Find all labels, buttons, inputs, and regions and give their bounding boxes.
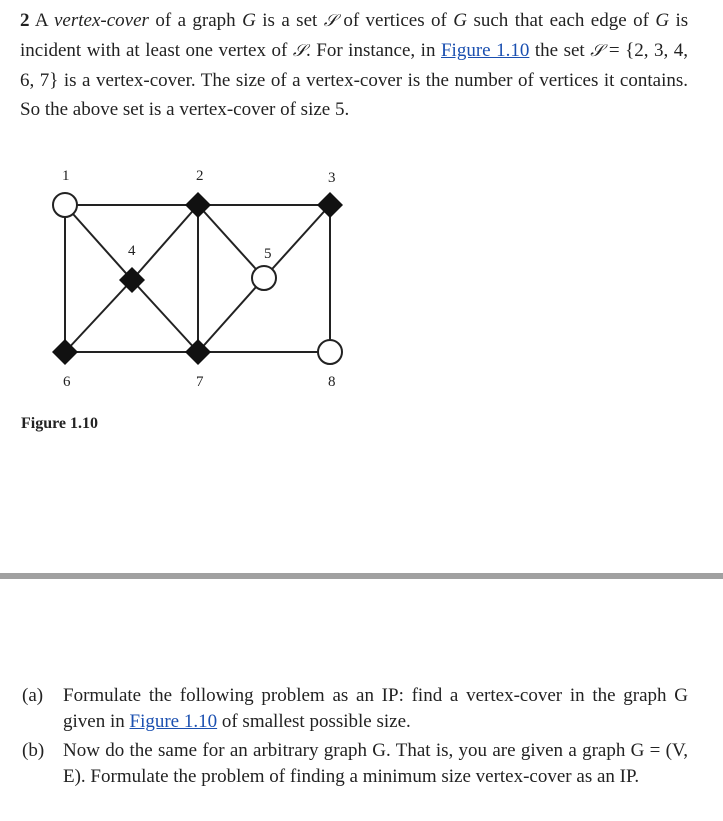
vertex-label-6: 6	[63, 374, 71, 390]
question-a-text: Formulate the following problem as an IP: find a vertex-cover in the graph G given in Figure 1.10 of smallest possible size.	[63, 685, 688, 732]
edge-5-3	[264, 205, 330, 278]
problem-statement	[20, 6, 688, 124]
figure-1-10-link[interactable]: Figure 1.10	[440, 40, 530, 61]
graph-svg	[20, 160, 380, 400]
problem-text: A vertex-cover of a graph G is a set 𝒮 of vertices of G such that each edge of G is incident with at least one vertex of 𝒮. For instance, in Figure 1.10 the set 𝒮 = {2, 3, 4, 6, 7} is a vertex-cover. The size of a vertex-cover is the number of vertices it contains. So the above set is a vertex-cover of size 5.	[20, 10, 689, 120]
vertex-label-2: 2	[196, 168, 204, 184]
vertex-8-open-circle	[318, 340, 342, 364]
edge-6-4	[65, 280, 132, 352]
vertex-label-4: 4	[128, 243, 136, 259]
questions	[22, 683, 688, 793]
section-divider	[0, 573, 723, 579]
edge-4-7	[132, 280, 198, 352]
vertex-label-3: 3	[328, 170, 336, 186]
problem-number: 2	[20, 10, 30, 31]
edge-4-2	[132, 205, 198, 280]
vertex-1-open-circle	[53, 193, 77, 217]
question-b	[22, 738, 688, 790]
graph-figure	[20, 160, 380, 400]
vertex-label-1: 1	[62, 168, 70, 184]
term-vertex-cover: vertex-cover	[53, 10, 149, 31]
question-a	[22, 683, 688, 735]
edge-5-7	[198, 278, 264, 352]
edge-2-5	[198, 205, 264, 278]
question-b-text: Now do the same for an arbitrary graph G. That is, you are given a graph G = (V, E). Formulate the problem of finding a minimum size vertex-cover as an IP.	[63, 740, 688, 787]
question-b-label: (b)	[22, 740, 45, 761]
vertex-5-open-circle	[252, 266, 276, 290]
figure-caption: Figure 1.10	[21, 415, 99, 432]
vertex-label-5: 5	[264, 246, 272, 262]
figure-1-10-link-question[interactable]: Figure 1.10	[129, 711, 218, 732]
edge-1-4	[65, 205, 132, 280]
vertex-label-7: 7	[196, 374, 204, 390]
question-a-label: (a)	[22, 685, 44, 706]
vertex-label-8: 8	[328, 374, 336, 390]
